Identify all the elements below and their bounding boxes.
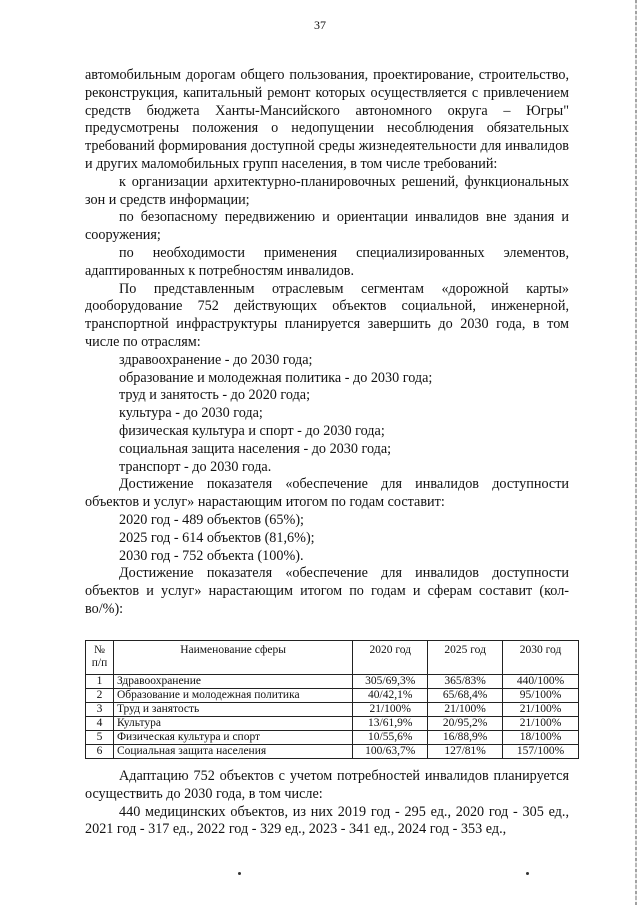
paragraph-4: по необходимости применения специализированных элементов, адаптированных к потребностям инвалидов. [85, 244, 569, 279]
header-2030: 2030 год [503, 641, 579, 675]
header-num: № п/п [86, 641, 114, 675]
cell-name: Образование и молодежная политика [113, 689, 352, 703]
sector-item: труд и занятость - до 2020 года; [119, 387, 311, 404]
paragraph-5: По представленным отраслевым сегментам «дорожной карты» дооборудование 752 действующих объектов социальной, инженерной, транспортной инфраструктуры планируется завершить до 2030 года, в том числе по отраслям: [85, 280, 569, 350]
cell-name: Физическая культура и спорт [113, 731, 352, 745]
paragraph-3: по безопасному передвижению и ориентации инвалидов вне здания и сооружения; [85, 209, 569, 244]
cell-num: 6 [86, 745, 114, 759]
sector-item: транспорт - до 2030 года. [119, 458, 272, 475]
scan-edge [635, 0, 637, 905]
table-row [86, 675, 579, 689]
cell-2030: 157/100% [503, 745, 579, 759]
cell-name: Культура [113, 717, 352, 731]
cell-2020: 100/63,7% [353, 745, 428, 759]
sector-item: культура - до 2030 года; [119, 405, 263, 422]
year-item: 2020 год - 489 объектов (65%); [119, 511, 304, 528]
paragraph-1: автомобильным дорогам общего пользования, проектирование, строительство, реконструкция, капитальный ремонт которых осуществляется с привлечением средств бюджета Ханты-Мансийского автономного округа – Югры" предусмотрены положения о недопущении несоблюдения обязательных требований формирования доступной среды жизнедеятельности для инвалидов и других маломобильных групп населения, в том числе требований: [85, 67, 569, 172]
sector-item: здравоохранение - до 2030 года; [119, 351, 313, 368]
spheres-table [85, 640, 579, 759]
cell-2030: 21/100% [503, 703, 579, 717]
cell-num: 4 [86, 717, 114, 731]
cell-2020: 13/61,9% [353, 717, 428, 731]
sector-item: социальная защита населения - до 2030 года; [119, 440, 392, 457]
paragraph-7: Достижение показателя «обеспечение для инвалидов доступности объектов и услуг» нарастающим итогом по годам и сферам составит (кол-во/%): [85, 565, 569, 617]
sector-item: образование и молодежная политика - до 2030 года; [119, 369, 433, 386]
cell-name: Труд и занятость [113, 703, 352, 717]
paragraph-2: к организации архитектурно-планировочных решений, функциональных зон и средств информации; [85, 173, 569, 208]
cell-2030: 18/100% [503, 731, 579, 745]
cell-num: 3 [86, 703, 114, 717]
year-item: 2030 год - 752 объекта (100%). [119, 547, 304, 564]
cell-2025: 365/83% [428, 675, 503, 689]
cell-num: 1 [86, 675, 114, 689]
scan-speck [526, 872, 529, 875]
scan-speck [238, 872, 241, 875]
header-2025: 2025 год [428, 641, 503, 675]
header-name: Наименование сферы [113, 641, 352, 675]
paragraph-9: 440 медицинских объектов, из них 2019 год - 295 ед., 2020 год - 305 ед., 2021 год - 317 ед., 2022 год - 329 ед., 2023 - 341 ед., 2024 год - 353 ед., [85, 803, 569, 838]
cell-num: 2 [86, 689, 114, 703]
main-text [85, 67, 569, 619]
table-header-row [86, 641, 579, 675]
table-row [86, 703, 579, 717]
header-2020: 2020 год [353, 641, 428, 675]
cell-name: Здравоохранение [113, 675, 352, 689]
cell-name: Социальная защита населения [113, 745, 352, 759]
cell-2025: 127/81% [428, 745, 503, 759]
cell-2025: 21/100% [428, 703, 503, 717]
year-item: 2025 год - 614 объектов (81,6%); [119, 529, 315, 546]
cell-2020: 40/42,1% [353, 689, 428, 703]
cell-2030: 440/100% [503, 675, 579, 689]
page-number: 37 [314, 18, 326, 32]
table-row [86, 717, 579, 731]
cell-num: 5 [86, 731, 114, 745]
paragraph-6: Достижение показателя «обеспечение для инвалидов доступности объектов и услуг» нарастающим итогом по годам составит: [85, 476, 569, 511]
cell-2030: 21/100% [503, 717, 579, 731]
cell-2020: 21/100% [353, 703, 428, 717]
cell-2025: 20/95,2% [428, 717, 503, 731]
after-table-text [85, 768, 569, 839]
table-row [86, 731, 579, 745]
cell-2025: 16/88,9% [428, 731, 503, 745]
cell-2025: 65/68,4% [428, 689, 503, 703]
table-row [86, 745, 579, 759]
cell-2020: 305/69,3% [353, 675, 428, 689]
paragraph-8: Адаптацию 752 объектов с учетом потребностей инвалидов планируется осуществить до 2030 года, в том числе: [85, 768, 569, 802]
cell-2030: 95/100% [503, 689, 579, 703]
table-row [86, 689, 579, 703]
cell-2020: 10/55,6% [353, 731, 428, 745]
sector-item: физическая культура и спорт - до 2030 года; [119, 422, 385, 439]
